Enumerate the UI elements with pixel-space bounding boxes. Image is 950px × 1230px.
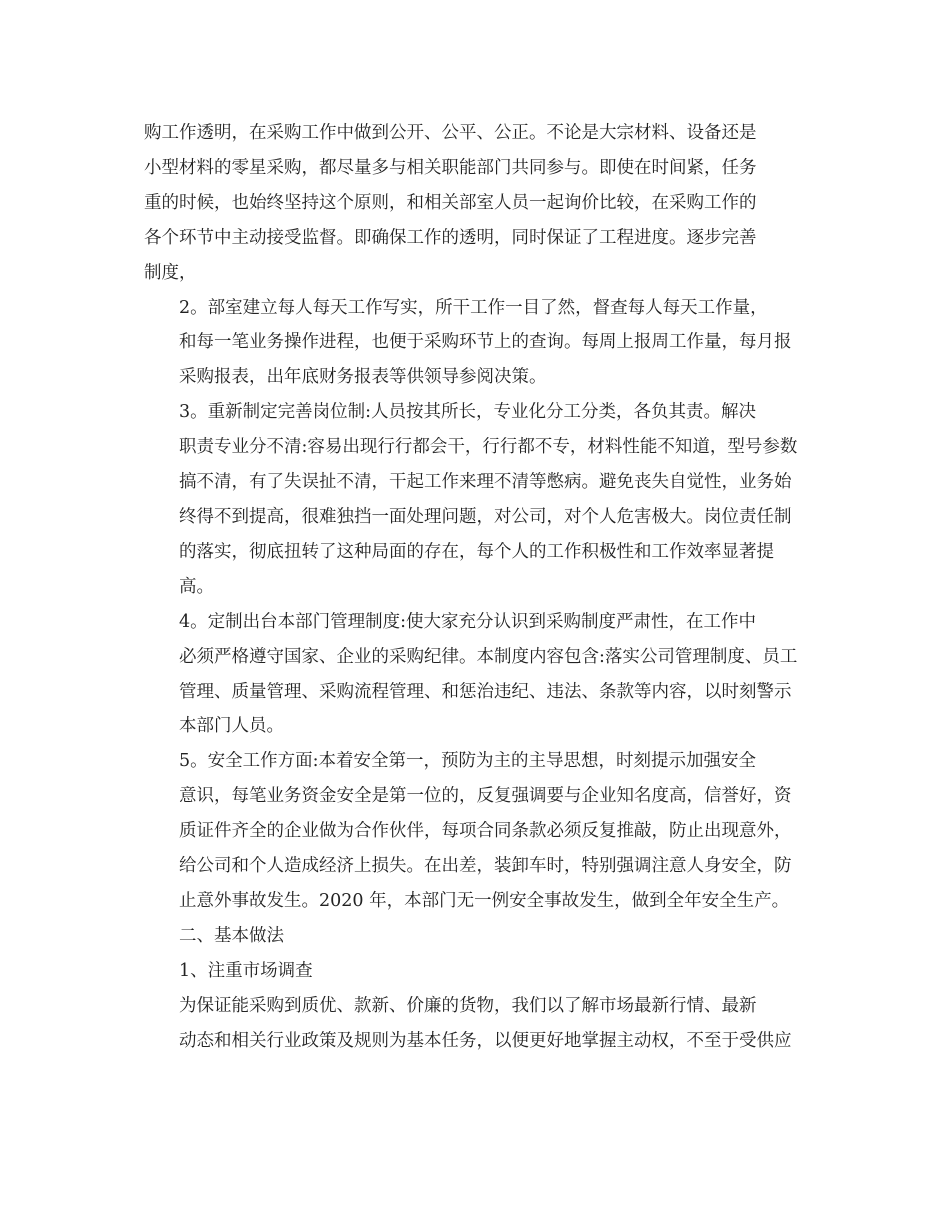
text-line: 为保证能采购到质优、款新、价廉的货物，我们以了解市场最新行情、最新 xyxy=(179,995,757,1016)
paragraph xyxy=(144,291,808,396)
text-line: 重的时候，也始终坚持这个原则，和相关部室人员一起询价比较，在采购工作的 xyxy=(144,192,757,213)
text-line: 二、基本做法 xyxy=(179,925,284,946)
text-line: 3。重新制定完善岗位制:人员按其所长，专业化分工分类，各负其责。解决 xyxy=(179,402,757,423)
text-line: 质证件齐全的企业做为合作伙伴，每项合同条款必须反复推敲，防止出现意外， xyxy=(179,821,792,842)
text-line: 动态和相关行业政策及规则为基本任务，以便更好地掌握主动权，不至于受供应 xyxy=(179,1030,792,1051)
text-line: 各个环节中主动接受监督。即确保工作的透明，同时保证了工程进度。逐步完善 xyxy=(144,227,757,248)
text-line: 管理、质量管理、采购流程管理、和惩治违纪、违法、条款等内容，以时刻警示 xyxy=(179,681,792,702)
text-line: 制度， xyxy=(144,262,197,283)
text-line: 高。 xyxy=(179,576,214,597)
text-line: 购工作透明，在采购工作中做到公开、公平、公正。不论是大宗材料、设备还是 xyxy=(144,123,757,143)
text-line: 4。定制出台本部门管理制度:使大家充分认识到采购制度严肃性，在工作中 xyxy=(179,611,757,632)
paragraph xyxy=(144,395,808,604)
paragraph xyxy=(144,989,808,1059)
document-body xyxy=(144,116,808,1058)
text-line: 终得不到提高，很难独挡一面处理问题，对公司，对个人危害极大。岗位责任制 xyxy=(179,506,792,527)
paragraph xyxy=(144,744,808,919)
text-line: 意识，每笔业务资金安全是第一位的，反复强调要与企业知名度高，信誉好，资 xyxy=(179,786,792,807)
text-line: 止意外事故发生。2020 年，本部门无一例安全事故发生，做到全年安全生产。 xyxy=(179,890,790,911)
text-line: 小型材料的零星采购，都尽量多与相关职能部门共同参与。即使在时间紧，任务 xyxy=(144,157,757,178)
text-line: 本部门人员。 xyxy=(179,716,284,737)
text-line: 采购报表，出年底财务报表等供领导参阅决策。 xyxy=(179,367,547,388)
text-line: 的落实，彻底扭转了这种局面的存在，每个人的工作积极性和工作效率显著提 xyxy=(179,541,774,562)
text-line: 必须严格遵守国家、企业的采购纪律。本制度内容包含:落实公司管理制度、员工 xyxy=(179,646,798,667)
paragraph xyxy=(144,605,808,745)
paragraph xyxy=(144,919,808,954)
paragraph xyxy=(144,954,808,989)
text-line: 搞不清，有了失误扯不清，干起工作来理不清等憋病。避免丧失自觉性，业务始 xyxy=(179,472,792,493)
text-line: 和每一笔业务操作进程，也便于采购环节上的查询。每周上报周工作量，每月报 xyxy=(179,332,792,353)
text-line: 给公司和个人造成经济上损失。在出差，装卸车时，特别强调注意人身安全，防 xyxy=(179,856,792,877)
text-line: 2。部室建立每人每天工作写实，所干工作一目了然，督查每人每天工作量， xyxy=(179,297,768,318)
paragraph xyxy=(144,116,808,291)
text-line: 职责专业分不清:容易出现行行都会干，行行都不专，材料性能不知道，型号参数 xyxy=(179,437,798,458)
text-line: 1、注重市场调查 xyxy=(179,960,313,981)
text-line: 5。安全工作方面:本着安全第一，预防为主的主导思想，时刻提示加强安全 xyxy=(179,751,757,772)
